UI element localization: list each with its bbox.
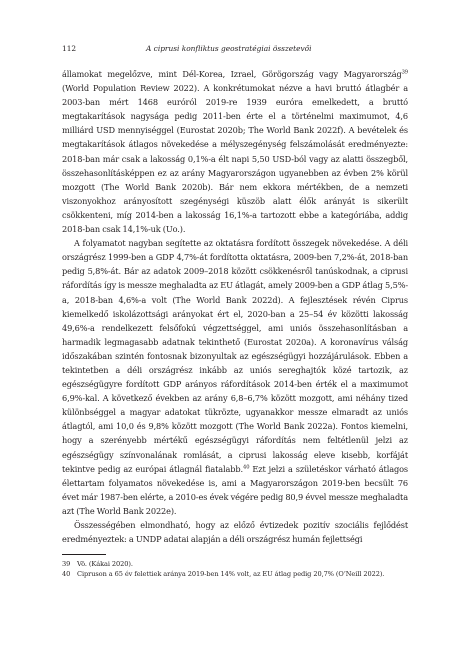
footnotes [62,560,408,579]
footnote-39 [62,560,408,570]
page-header [62,44,408,53]
paragraph-1-text-b: (World Population Review 2022). A konkrétumokat nézve a havi bruttó átlagbér a 2003-ban mért 1468 euróról 2019-re 1939 euróra emelkedett, a bruttó megtakarítások nagysága pedig 2011-ben érte el a történelmi maximumot, 4,6 milliárd USD mennyiséggel (Eurostat 2020b; The World Bank 2022f). A bevételek és megtakarítások átlagos növekedése a mélyszegénység felszámolását eredményezte: 2018-ban már csak a lakosság 0,1%-a élt napi 5,50 USD-ból vagy az alatti összegből, összehasonlításképpen ez az arány Magyarországon ugyanebben az évben 2% körül mozgott (The World Bank 2020b). Bár nem ekkora mértékben, de a nemzeti viszonyokhoz arányosított szegénységi küszöb alatt élők arányát is sikerült csökkenteni, míg 2014-ben a lakosság 16,1%-a tartozott ebbe a kategóriába, addig 2018-ban csak 14,1%-uk (Uo.). [62,83,408,235]
footnote-ref-40: 40 [243,464,250,471]
body-text [62,67,408,546]
paragraph-2-text-a: A folyamatot nagyban segítette az oktatásra fordított összegek növekedése. A déli országrész 1999-ben a GDP 4,7%-át fordította oktatásra, 2009-ben 7,2%-át, 2018-ban pedig 5,8%-át. Bár az adatok 2009–2018 között csökkenésről tanúskodnak, a ciprusi ráfordítás így is messze meghaladta az EU átlagát, amely 2009-ben a GDP átlag 5,5%-a, 2018-ban 4,6%-a volt (The World Bank 2022d). A fejlesztések révén Ciprus kiemelkedő iskolázottsági arányokat ért el, 2020-ban a 25–54 év közötti lakosság 49,6%-a rendelkezett felsőfokú végzettséggel, ami uniós összehasonlításban a harmadik legmagasabb adatnak tekinthető (Eurostat 2020a). A koronavírus válság időszakában szintén fontosnak bizonyultak az egészségügyi hozzájárulások. Ebben a tekintetben a déli országrész inkább az uniós sereghajtók közé tartozik, az egészségügyre fordított GDP arányos ráfordítások 2014-ben érték el a maximumot 6,9%-kal. A következő években az arány 6,8–6,7% között mozgott, ami néhány tized különbséggel a magyar adatokat tükrözte, ugyanakkor messze elmaradt az uniós átlagtól, ami 10,0 és 9,8% között mozgott (The World Bank 2022a). Fontos kiemelni, hogy a szerényebb mértékű egészségügyi ráfordítás nem feltétlenül jelzi az egészségügy színvonalának romlását, a ciprusi lakosság eleve kisebb, korfáját tekintve pedig az európai átlagnál fiatalabb. [62,238,408,474]
paragraph-2 [62,236,408,518]
paragraph-2-text-b: Ezt jelzi a születéskor várható átlagos élettartam folyamatos növekedése is, ami a Magyarországon 2019-ben becsült 76 évet már 1987-ben elérte, a 2010-es évek végére pedig 80,9 évvel messze meghaladta azt (The World Bank 2022e). [62,463,409,516]
page-number: 112 [62,44,77,53]
footnote-text: Vö. (Kákai 2020). [77,560,133,569]
paragraph-1-text-a: államokat megelőzve, mint Dél-Korea, Izrael, Görögország vagy Magyarország [62,69,402,79]
footnote-text: Cipruson a 65 év felettiek aránya 2019-ben 14% volt, az EU átlag pedig 20,7% (O’Neill 2022). [77,569,385,578]
footnote-number: 40 [62,569,71,578]
footnote-40 [62,570,408,580]
footnote-ref-39: 39 [401,69,408,76]
paragraph-3: Összességében elmondható, hogy az előző évtizedek pozitív szociális fejlődést eredményeztek: a UNDP adatai alapján a déli országrész humán fejlettségi [62,520,408,545]
running-head: A ciprusi konfliktus geostratégiai összetevői [146,44,312,53]
footnote-number: 39 [62,560,71,569]
paragraph-1 [62,67,408,236]
footnote-rule [62,554,106,555]
